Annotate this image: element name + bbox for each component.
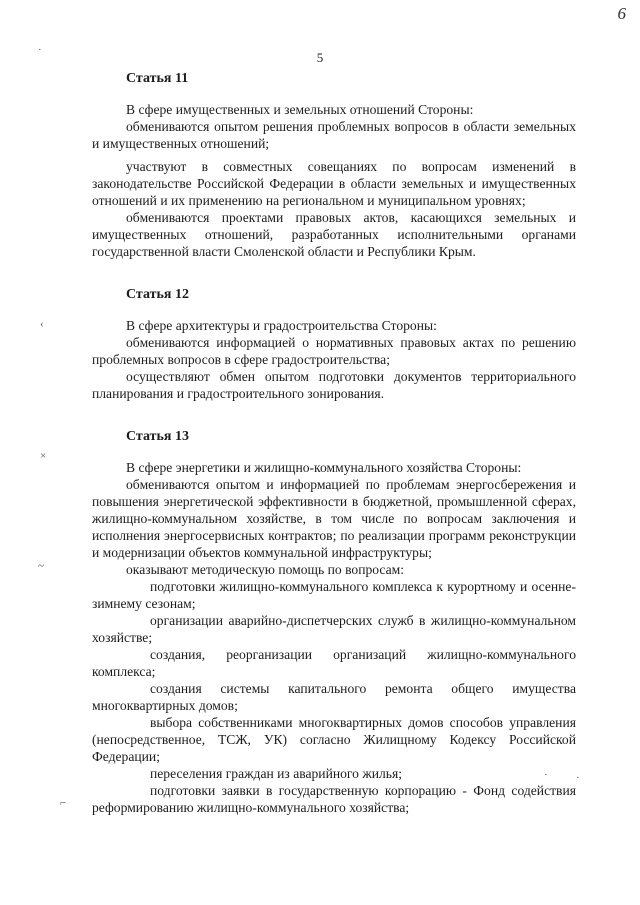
list-item: создания системы капитального ремонта общего имущества многоквартирных домов; <box>92 681 576 713</box>
list-item: переселения граждан из аварийного жилья; <box>150 766 403 781</box>
article-paragraph: обмениваются опытом решения проблемных вопросов в области земельных и имущественных отношений; <box>92 119 576 151</box>
article-title: Статья 11 <box>126 71 189 86</box>
article-intro: В сфере энергетики и жилищно-коммунального хозяйства Стороны: <box>126 460 522 475</box>
article-intro: В сфере имущественных и земельных отношений Стороны: <box>126 102 474 117</box>
article-intro: В сфере архитектуры и градостроительства Стороны: <box>126 318 437 333</box>
article-paragraph: обмениваются проектами правовых актов, касающихся земельных и имущественных отношений, разработанных исполнительными органами государственной власти Смоленской области и Республики Крым. <box>92 210 576 259</box>
article-paragraph: обмениваются информацией о нормативных правовых актах по решению проблемных вопросов в сфере градостроительства; <box>92 335 576 367</box>
article-title: Статья 13 <box>126 429 189 444</box>
scan-speck: ⌐ <box>60 797 67 809</box>
document-body <box>92 70 576 816</box>
page-number: 5 <box>316 50 324 65</box>
list-item: создания, реорганизации организаций жилищно-коммунального комплекса; <box>92 647 576 679</box>
article-paragraph: оказывают методическую помощь по вопросам: <box>126 562 405 577</box>
article-paragraph: осуществляют обмен опытом подготовки документов территориального планирования и градостроительного зонирования. <box>92 369 576 401</box>
scan-speck: · <box>38 44 42 56</box>
scan-speck: ‹ <box>40 318 44 330</box>
article-paragraph: участвуют в совместных совещаниях по вопросам изменений в законодательстве Российской Федерации в области земельных и имущественных отношений и их применению на региональном и муниципальном уровнях; <box>92 159 576 208</box>
list-item: подготовки жилищно-коммунального комплекса к курортному и осенне-зимнему сезонам; <box>92 579 576 611</box>
list-item: организации аварийно-диспетчерских служб в жилищно-коммунальном хозяйстве; <box>92 613 576 645</box>
handwritten-page-mark: 6 <box>617 4 626 23</box>
scan-speck: ˙ <box>544 772 548 784</box>
scan-speck: · <box>576 772 580 784</box>
list-item: выбора собственниками многоквартирных домов способов управления (непосредственное, ТСЖ, УК) согласно Жилищному Кодексу Российской Федерации; <box>92 715 576 764</box>
article-title: Статья 12 <box>126 287 189 302</box>
scan-speck: ~ <box>38 560 44 572</box>
scan-speck: × <box>40 450 47 462</box>
article-paragraph: обмениваются опытом и информацией по проблемам энергосбережения и повышения энергетической эффективности в бюджетной, промышленной сферах, жилищно-коммунальном хозяйстве, в том числе по вопросам заключения и исполнения энергосервисных контрактов; по реализации программ реконструкции и модернизации объектов коммунальной инфраструктуры; <box>92 477 576 560</box>
list-item: подготовки заявки в государственную корпорацию - Фонд содействия реформированию жилищно-коммунального хозяйства; <box>92 783 576 815</box>
